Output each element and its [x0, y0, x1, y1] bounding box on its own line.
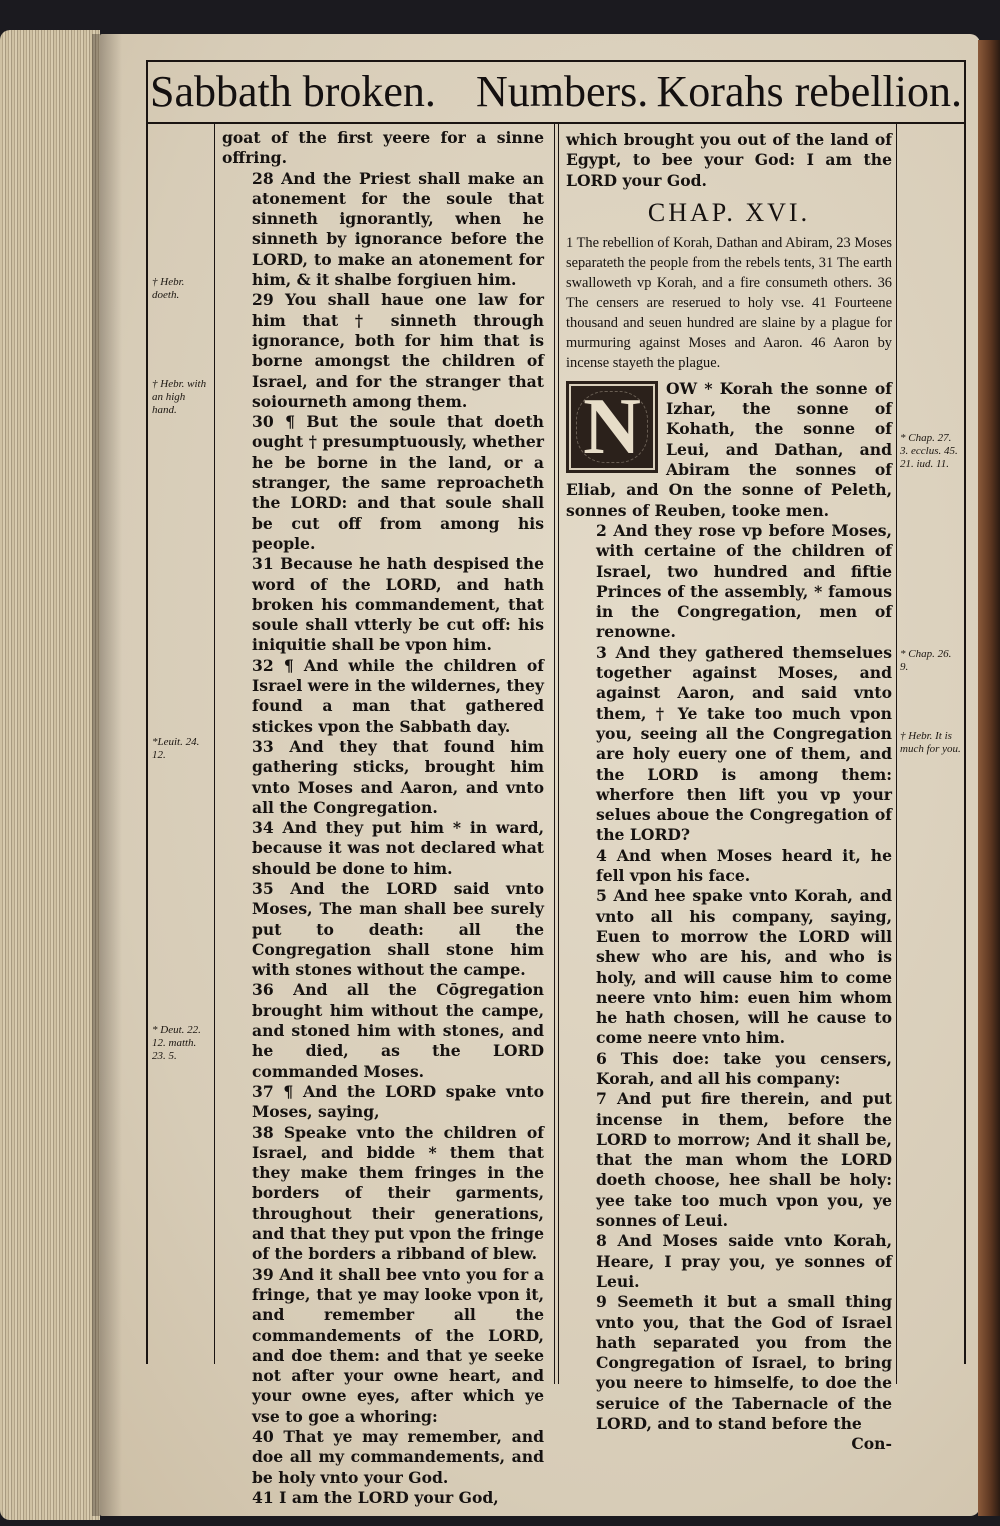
column-divider-rule	[554, 124, 555, 1384]
verse: 4 And when Moses heard it, he fell vpon his face.	[596, 845, 892, 886]
verse-1-text: OW * Korah the sonne of Izhar, the sonne of Kohath, the sonne of Leui, and Dathan, and Abiram the sonnes of Eliab, and On the sonne of Peleth, sonnes of Reuben, tooke men.	[566, 378, 892, 520]
gutter-shadow	[92, 34, 122, 1516]
verse: 8 And Moses saide vnto Korah, Heare, I pray you, ye sonnes of Leui.	[596, 1231, 892, 1291]
chapter-summary: 1 The rebellion of Korah, Dathan and Abiram, 23 Moses separateth the people from the rebels tents, 31 The earth swalloweth vp Korah, and a fire consumeth others. 36 The censers are reserued to holy vse. 41 Fourteene thousand and seuen hundred are slaine by a plague for murmuring against Moses and Aaron. 46 Aaron by incense stayeth the plague.	[566, 234, 892, 371]
header-book-name: Numbers.	[476, 67, 649, 116]
verse: 39 And it shall bee vnto you for a fringe, that ye may looke vpon it, and remember all the commandements of the LORD, and doe them: and that ye seeke not after your owne heart, and your owne eyes, after which ye vse to goe a whoring:	[252, 1264, 544, 1426]
verse: 36 And all the Cōgregation brought him without the campe, and stoned him with stones, and he died, as the LORD commanded Moses.	[252, 980, 544, 1081]
verse: 7 And put fire therein, and put incense in them, before the LORD to morrow; And it shall be, that the man whom the LORD doeth choose, hee shall be holy: yee take too much vpon you, ye sonnes of Leui.	[596, 1089, 892, 1231]
verse: goat of the first yeere for a sinne offring.	[222, 128, 544, 168]
verse: 9 Seemeth it but a small thing vnto you, that the God of Israel hath separated you from the Congregation of Israel, to bring you neere to himselfe, to doe the seruice of the Tabernacle of the LORD, and to stand before the	[596, 1292, 892, 1434]
verse: 34 And they put him * in ward, because it was not declared what should be done to him.	[252, 818, 544, 878]
verse-continuation: which brought you out of the land of Egypt, to bee your God: I am the LORD your God.	[566, 130, 892, 190]
verse: 32 ¶ And while the children of Israel were in the wildernes, they found a man that gathered stickes vpon the Sabbath day.	[252, 655, 544, 736]
book-page-edges	[0, 30, 100, 1520]
right-text-column	[566, 130, 892, 1455]
header-left-title: Sabbath broken.	[150, 67, 436, 116]
running-header	[146, 60, 966, 124]
verse: 37 ¶ And the LORD spake vnto Moses, saying,	[252, 1081, 544, 1122]
verse: 2 And they rose vp before Moses, with certaine of the children of Israel, two hundred and fiftie Princes of the assembly, * famous in the Congregation, men of renowne.	[596, 520, 892, 642]
margin-note: * Deut. 22. 12. matth. 23. 5.	[152, 1024, 201, 1062]
initial-letter: N	[583, 382, 641, 471]
margin-note: * Chap. 27. 3. ecclus. 45. 21. iud. 11.	[900, 432, 958, 470]
verse: 40 That ye may remember, and doe all my commandements, and be holy vnto your God.	[252, 1427, 544, 1487]
catchword: Con-	[851, 1434, 892, 1454]
verse: 5 And hee spake vnto Korah, and vnto all his company, saying, Euen to morrow the LORD will shew who are his, and who is holy, and will cause him to come neere vnto him: euen him whom he hath chosen, will he cause to come neere vnto him.	[596, 886, 892, 1048]
margin-note: *Leuit. 24. 12.	[152, 736, 200, 761]
chapter-heading: CHAP. XVI.	[647, 197, 811, 227]
verse: 30 ¶ But the soule that doeth ought † presumptuously, whether he be borne in the land, or a stranger, the same reproacheth the LORD: and that soule shall be cut off from among his people.	[252, 412, 544, 553]
header-right-title: Korahs rebellion.	[656, 67, 962, 116]
left-text-column	[222, 128, 544, 1508]
verse: 31 Because he hath despised the word of the LORD, and hath broken his commandement, that soule shall vtterly be cut off: his iniquitie shall be vpon him.	[252, 554, 544, 655]
verse: 3 And they gathered themselues together against Moses, and against Aaron, and said vnto them, † Ye take too much vpon you, seeing all the Congregation are holy euery one of them, and the LORD is among them: wherfore then lift you vp your selues aboue the Congregation of the LORD?	[596, 642, 892, 845]
margin-note: † Hebr. with an high hand.	[152, 378, 207, 416]
initial-ornament	[576, 391, 648, 463]
decorated-initial	[566, 381, 658, 473]
verse: 6 This doe: take you censers, Korah, and all his company:	[596, 1048, 892, 1088]
right-column-inner-rule	[896, 124, 897, 1384]
margin-note: * Chap. 26. 9.	[900, 648, 952, 673]
margin-note: † Hebr. doeth.	[152, 276, 185, 301]
book-cover-edge	[978, 40, 1000, 1516]
column-divider-rule-2	[558, 124, 559, 1384]
left-column-inner-rule	[214, 124, 215, 1364]
verse: 33 And they that found him gathering sticks, brought him vnto Moses and Aaron, and vnto all the Congregation.	[252, 736, 544, 817]
verse: 35 And the LORD said vnto Moses, The man shall bee surely put to death: all the Congregation shall stone him with stones without the campe.	[252, 878, 544, 980]
right-margin-rule	[964, 124, 966, 1364]
verse: 29 You shall haue one law for him that † sinneth through ignorance, both for him that is borne amongst the children of Israel, and for the stranger that soiourneth among them.	[252, 290, 544, 411]
margin-note: † Hebr. It is much for you.	[900, 730, 961, 755]
verse: 28 And the Priest shall make an atonement for the soule that sinneth ignorantly, when he sinneth by ignorance before the LORD, to make an atonement for him, & it shalbe forgiuen him.	[252, 168, 544, 290]
verse-1	[566, 379, 892, 521]
left-margin-rule	[146, 124, 148, 1364]
verse: 41 I am the LORD your God,	[252, 1487, 499, 1507]
verse: 38 Speake vnto the children of Israel, and bidde * them that they make them fringes in the borders of their garments, throughout their generations, and that they put vpon the fringe of the borders a ribband of blew.	[252, 1122, 544, 1264]
